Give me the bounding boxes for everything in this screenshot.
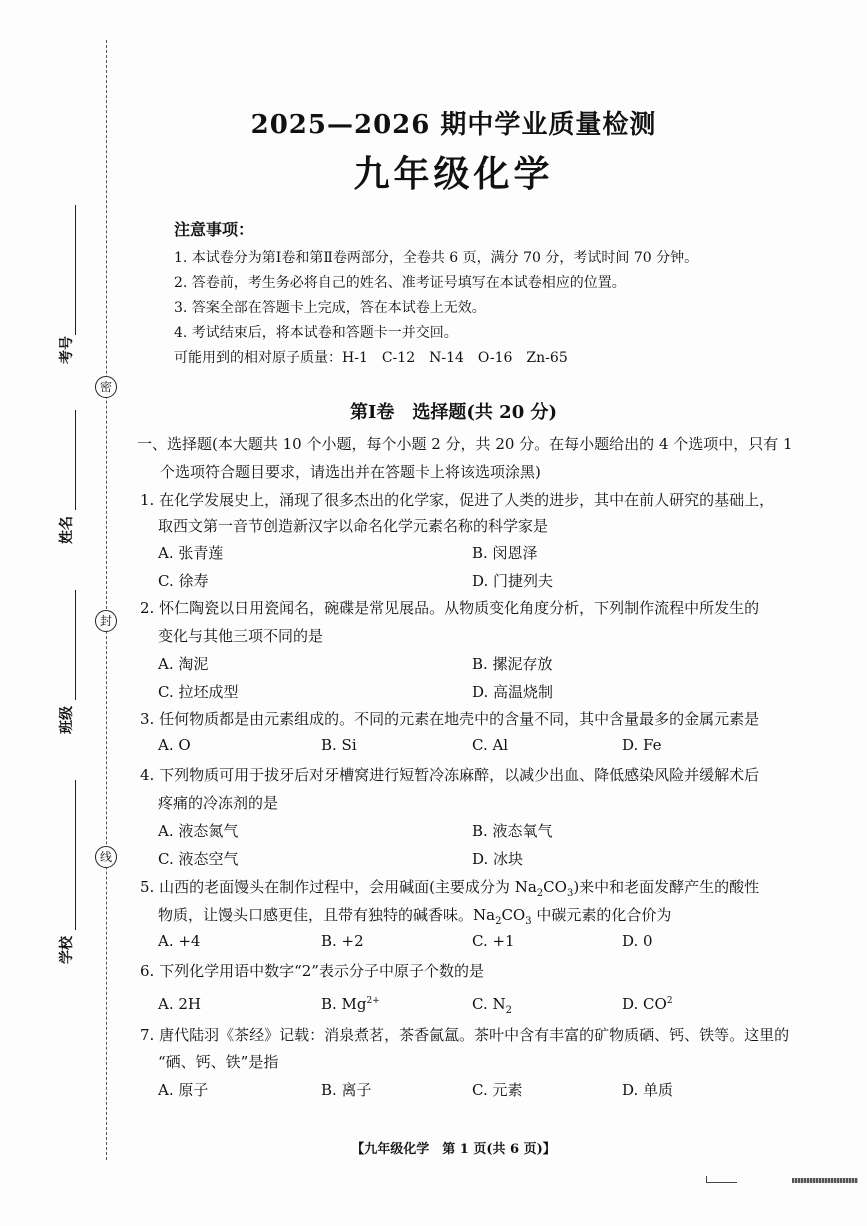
q2-option-c: C. 拉坯成型 [158, 683, 239, 701]
q1-option-d: D. 门捷列夫 [472, 572, 554, 590]
q4-option-a: A. 液态氮气 [158, 822, 239, 840]
page-footer: 【九年级化学 第 1 页(共 6 页)】 [351, 1142, 556, 1157]
q7-stem-line2: “硒、钙、铁”是指 [158, 1053, 279, 1071]
section-title: 第Ⅰ卷 选择题(共 20 分) [349, 402, 558, 423]
q6-option-c-sub: 2 [505, 1005, 512, 1016]
q5-line1-sub2: 2 [536, 888, 544, 899]
notice-heading: 注意事项： [174, 220, 255, 239]
q6-option-d-sup: 2 [666, 996, 673, 1006]
section-instruction-1: 一、选择题(本大题共 10 个小题，每个小题 2 分，共 20 分。在每小题给出的 4 个选项中，只有 1 [137, 435, 793, 453]
q5-option-c: C. +1 [472, 932, 515, 950]
name-blank [75, 410, 76, 510]
notice-item-3: 3. 答案全部在答题卡上完成，答在本试卷上无效。 [174, 300, 486, 316]
atomic-mass-line: 可能用到的相对原子质量：H-1 C-12 N-14 O-16 Zn-65 [174, 350, 568, 366]
exam-title: 2025—2026 期中学业质量检测 [250, 110, 657, 140]
q6-option-d [622, 995, 673, 1013]
class-label: 班级 [59, 706, 75, 734]
q6-option-a: A. 2H [158, 995, 201, 1013]
q3-option-c: C. Al [472, 736, 509, 754]
q2-option-a: A. 淘泥 [158, 655, 209, 673]
q6-option-b-sup: 2+ [366, 996, 380, 1006]
q7-stem-line1: 7. 唐代陆羽《茶经》记载：消泉煮茗，茶香氤氲。茶叶中含有丰富的矿物质硒、钙、铁等。这里的 [140, 1026, 790, 1044]
q7-option-d: D. 单质 [622, 1081, 674, 1099]
notice-item-4: 4. 考试结束后，将本试卷和答题卡一并交回。 [174, 325, 458, 341]
q6-stem-line1: 6. 下列化学用语中数字“2”表示分子中原子个数的是 [140, 962, 484, 980]
q3-option-b: B. Si [321, 736, 357, 754]
q5-line1-sub3: 3 [566, 888, 574, 899]
q1-option-a: A. 张青莲 [158, 544, 224, 562]
q5-line2-sub2: 2 [495, 916, 502, 927]
q5-line1-tail: )来中和老面发酵产生的酸性 [573, 878, 760, 896]
q4-option-d: D. 冰块 [472, 850, 524, 868]
binding-dashed-line [106, 40, 107, 1160]
seal-feng: 封 [95, 610, 117, 632]
q6-option-d-text: D. CO [622, 995, 667, 1013]
scan-corner-mark [706, 1176, 737, 1183]
q5-line2-text: 物质，让馒头口感更佳，且带有独特的碱香味。Na [158, 906, 496, 924]
q3-option-d: D. Fe [622, 736, 662, 754]
q6-option-c [472, 995, 512, 1016]
q5-line1-text: 5. 山西的老面馒头在制作过程中，会用碱面(主要成分为 Na [140, 878, 537, 896]
q5-option-b: B. +2 [321, 932, 364, 950]
q1-option-b: B. 闵恩泽 [472, 544, 538, 562]
seal-xian: 线 [95, 846, 117, 868]
q4-option-c: C. 液态空气 [158, 850, 239, 868]
name-label: 姓名 [59, 516, 75, 544]
class-blank [75, 590, 76, 700]
q1-option-c: C. 徐寿 [158, 572, 209, 590]
q4-option-b: B. 液态氧气 [472, 822, 553, 840]
q7-option-a: A. 原子 [158, 1081, 209, 1099]
q7-option-b: B. 离子 [321, 1081, 372, 1099]
q1-stem-line1: 1. 在化学发展史上，涌现了很多杰出的化学家，促进了人类的进步，其中在前人研究的基础上， [140, 491, 775, 509]
q5-line1-co: CO [543, 878, 567, 896]
q5-option-a: A. +4 [158, 932, 201, 950]
q3-option-a: A. O [158, 736, 191, 754]
q6-option-b-text: B. Mg [321, 995, 367, 1013]
q5-stem-line1 [140, 876, 759, 899]
school-blank [75, 780, 76, 930]
q1-stem-line2: 取西文第一音节创造新汉字以命名化学元素名称的科学家是 [158, 517, 549, 535]
q7-option-c: C. 元素 [472, 1081, 523, 1099]
q2-stem-line2: 变化与其他三项不同的是 [158, 627, 324, 645]
q2-option-d: D. 高温烧制 [472, 683, 554, 701]
q6-option-c-text: C. N [472, 995, 506, 1013]
section-instruction-2: 个选项符合题目要求，请选出并在答题卡上将该选项涂黑) [160, 463, 541, 481]
q5-line2-sub3: 3 [525, 916, 532, 927]
q2-stem-line1: 2. 怀仁陶瓷以日用瓷闻名，碗碟是常见展品。从物质变化角度分析，下列制作流程中所发生的 [140, 599, 760, 617]
notice-item-1: 1. 本试卷分为第Ⅰ卷和第Ⅱ卷两部分，全卷共 6 页，满分 70 分，考试时间 70 分钟。 [174, 250, 699, 266]
notice-item-2: 2. 答卷前，考生务必将自己的姓名、准考证号填写在本试卷相应的位置。 [174, 275, 626, 291]
q3-stem-line1: 3. 任何物质都是由元素组成的。不同的元素在地壳中的含量不同，其中含量最多的金属元素是 [140, 710, 760, 728]
q6-option-b [321, 995, 380, 1013]
subject-title: 九年级化学 [353, 153, 554, 195]
q5-option-d: D. 0 [622, 932, 653, 950]
exam-number-blank [75, 205, 76, 335]
q4-stem-line1: 4. 下列物质可用于拔牙后对牙槽窝进行短暂冷冻麻醉，以减少出血、降低感染风险并缓解术后 [140, 766, 760, 784]
scan-ruler-mark [792, 1178, 858, 1183]
school-label: 学校 [59, 936, 75, 964]
q4-stem-line2: 疼痛的冷冻剂的是 [158, 794, 279, 812]
q5-line2-co: CO [501, 906, 526, 924]
q5-line2-tail: 中碳元素的化合价为 [531, 906, 672, 924]
q5-stem-line2 [158, 904, 671, 927]
seal-mi: 密 [95, 376, 117, 398]
q2-option-b: B. 摞泥存放 [472, 655, 553, 673]
exam-number-label: 考号 [59, 336, 75, 364]
